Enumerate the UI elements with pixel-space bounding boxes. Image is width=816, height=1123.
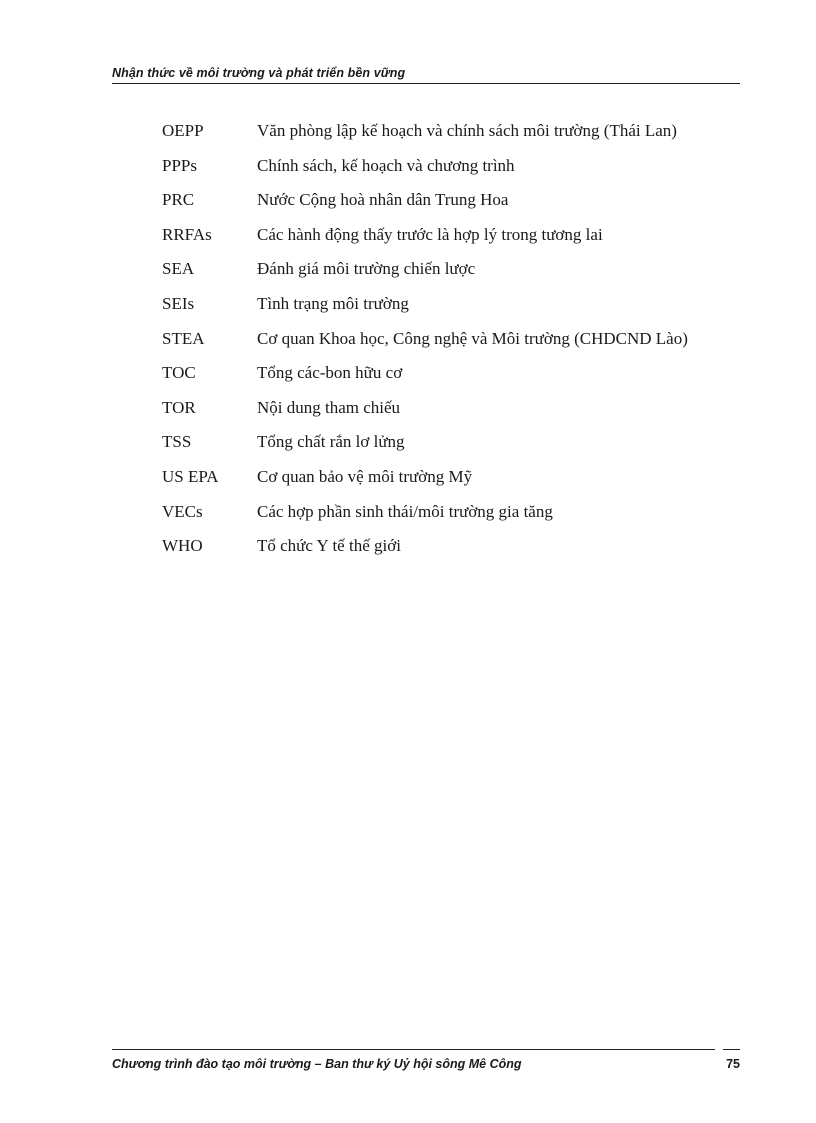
abbreviation-definition: Cơ quan bảo vệ môi trường Mỹ: [257, 466, 473, 486]
abbreviation-row: [162, 121, 738, 141]
abbreviation-term: TOC: [162, 363, 196, 383]
abbreviation-definition: Tổng chất rắn lơ lửng: [257, 432, 405, 452]
abbreviation-definition: Các hành động thấy trước là hợp lý trong tương lai: [257, 224, 603, 244]
abbreviation-definition: Tình trạng môi trường: [257, 293, 409, 313]
abbreviation-definition: Nước Cộng hoà nhân dân Trung Hoa: [257, 190, 509, 210]
abbreviation-term: TOR: [162, 397, 196, 417]
abbreviation-term: VECs: [162, 501, 203, 521]
abbreviation-definition: Văn phòng lập kế hoạch và chính sách môi trường (Thái Lan): [257, 121, 677, 140]
abbreviation-row: [162, 259, 738, 279]
abbreviation-definition: Chính sách, kế hoạch và chương trình: [257, 155, 515, 175]
abbreviation-row: [162, 502, 738, 522]
abbreviation-definition: Các hợp phần sinh thái/môi trường gia tăng: [257, 501, 553, 521]
abbreviation-term: STEA: [162, 328, 205, 348]
abbreviation-term: WHO: [162, 536, 203, 556]
abbreviation-list: [162, 121, 738, 571]
abbreviation-term: SEIs: [162, 293, 195, 313]
abbreviation-row: [162, 225, 738, 245]
page-number: 75: [726, 1057, 740, 1071]
abbreviation-definition: Tổng các-bon hữu cơ: [257, 363, 403, 383]
abbreviation-definition: Tổ chức Y tế thế giới: [257, 536, 401, 556]
header-divider: [112, 83, 740, 84]
running-footer: Chương trình đào tạo môi trường – Ban thư ký Uỷ hội sông Mê Công: [112, 1057, 522, 1071]
abbreviation-row: [162, 294, 738, 314]
running-header: Nhận thức về môi trường và phát triển bền vững: [112, 66, 406, 80]
abbreviation-definition: Nội dung tham chiếu: [257, 397, 401, 417]
abbreviation-term: US EPA: [162, 466, 219, 486]
footer-page-divider: [723, 1049, 740, 1050]
abbreviation-term: RRFAs: [162, 224, 212, 244]
abbreviation-row: [162, 190, 738, 210]
abbreviation-row: [162, 432, 738, 452]
abbreviation-row: [162, 398, 738, 418]
abbreviation-term: PPPs: [162, 155, 197, 175]
abbreviation-row: [162, 329, 738, 349]
abbreviation-term: TSS: [162, 432, 192, 452]
footer-divider: [112, 1049, 715, 1050]
abbreviation-term: PRC: [162, 190, 195, 210]
abbreviation-row: [162, 363, 738, 383]
abbreviation-row: [162, 536, 738, 556]
abbreviation-definition: Cơ quan Khoa học, Công nghệ và Môi trường (CHDCND Lào): [257, 328, 688, 348]
abbreviation-row: [162, 156, 738, 176]
abbreviation-term: OEPP: [162, 121, 204, 140]
abbreviation-row: [162, 467, 738, 487]
abbreviation-term: SEA: [162, 259, 195, 279]
abbreviation-definition: Đánh giá môi trường chiến lược: [257, 259, 476, 279]
